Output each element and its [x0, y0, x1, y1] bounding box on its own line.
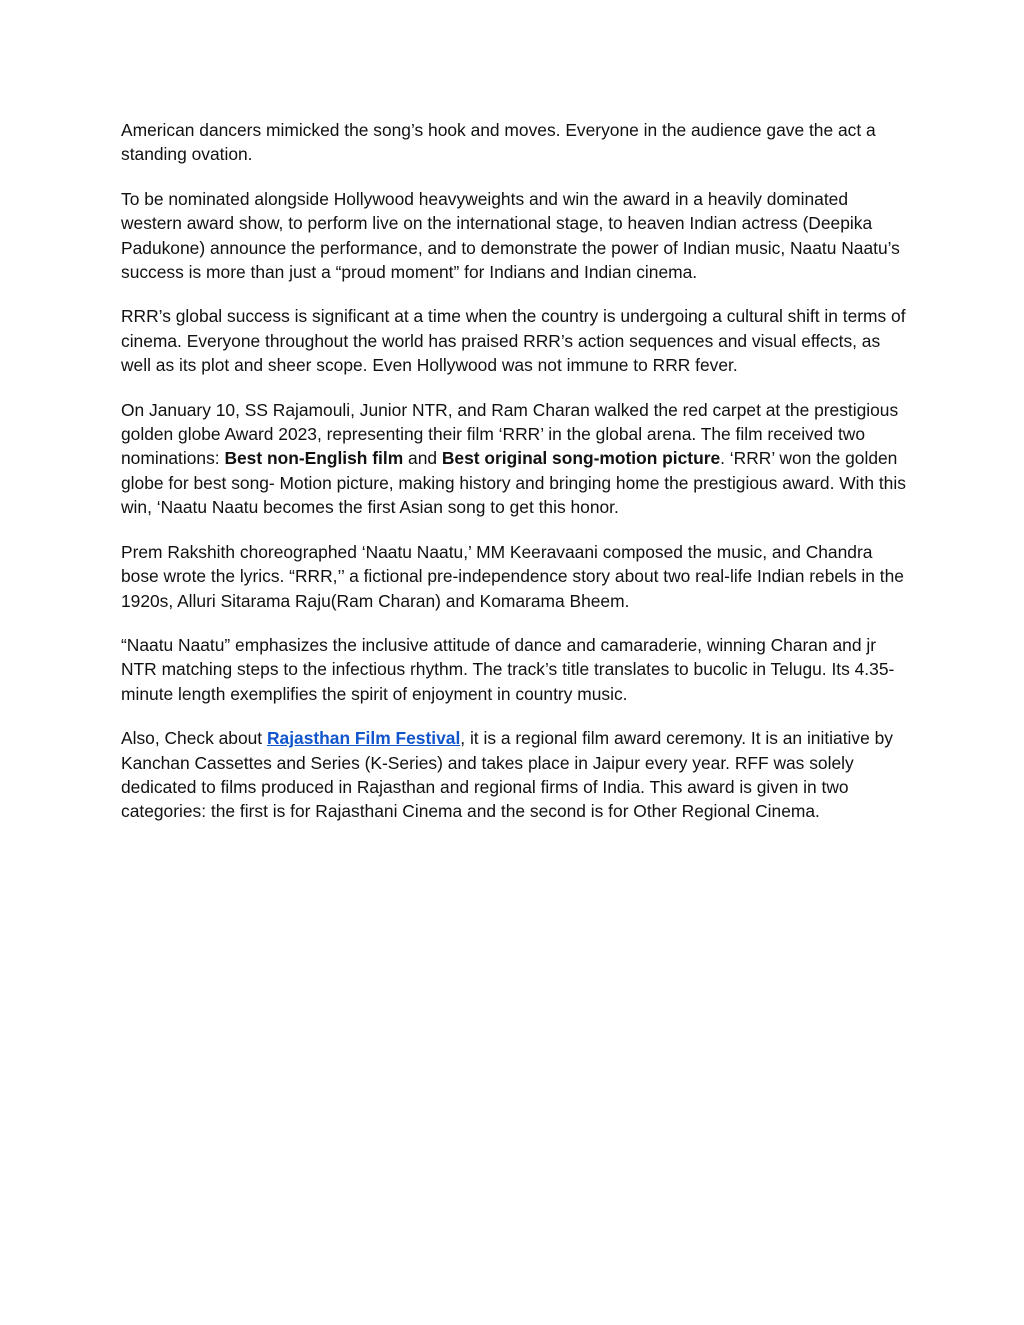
golden-globe-text-b: and: [403, 448, 442, 469]
paragraph-nomination-success: To be nominated alongside Hollywood heavyweights and win the award in a heavily dominated western award show, to perform live on the international stage, to heaven Indian actress (Deepika Padukone) announce the performance, and to demonstrate the power of Indian music, Naatu Naatu’s success is more than just a “proud moment” for Indians and Indian cinema.: [121, 188, 900, 283]
festival-text-a: Also, Check about: [121, 728, 267, 749]
paragraph-naatu-naatu: “Naatu Naatu” emphasizes the inclusive attitude of dance and camaraderie, winning Charan and jr NTR matching steps to the infectious rhythm. The track’s title translates to bucolic in Telugu. Its 4.35-minute length exemplifies the spirit of enjoyment in country music.: [121, 634, 895, 704]
rajasthan-film-festival-link[interactable]: Rajasthan Film Festival: [266, 728, 461, 749]
paragraph-dance-ovation: American dancers mimicked the song’s hook and moves. Everyone in the audience gave the act a standing ovation.: [121, 120, 876, 165]
paragraph-credits: Prem Rakshith choreographed ‘Naatu Naatu,’ MM Keeravaani composed the music, and Chandra bose wrote the lyrics. “RRR,’’ a fictional pre-independence story about two real-life Indian rebels in the 1920s, Alluri Sitarama Raju(Ram Charan) and Komarama Bheem.: [121, 541, 904, 611]
golden-globe-text-c: . ‘RRR’ won the golden globe for best song- Motion picture, making history and bringing home the prestigious award. With this win, ‘Naatu Naatu becomes the first Asian song to get this honor.: [121, 448, 906, 518]
paragraph-rajasthan-festival: [121, 726, 911, 824]
paragraph-golden-globe: [121, 398, 911, 520]
document-body: [121, 118, 911, 844]
nomination-best-original-song: Best original song-motion picture: [441, 448, 721, 469]
festival-text-b: , it is a regional film award ceremony. It is an initiative by Kanchan Cassettes and Series (K-Series) and takes place in Jaipur every year. RFF was solely dedicated to films produced in Rajasthan and regional firms of India. This award is given in two categories: the first is for Rajasthani Cinema and the second is for Other Regional Cinema.: [121, 728, 893, 822]
nomination-best-non-english-film: Best non-English film: [224, 448, 404, 469]
golden-globe-text-a: On January 10, SS Rajamouli, Junior NTR, and Ram Charan walked the red carpet at the prestigious golden globe Award 2023, representing their film ‘RRR’ in the global arena. The film received two nominations:: [121, 399, 899, 469]
paragraph-global-success: RRR’s global success is significant at a time when the country is undergoing a cultural shift in terms of cinema. Everyone throughout the world has praised RRR’s action sequences and visual effects, as well as its plot and sheer scope. Even Hollywood was not immune to RRR fever.: [121, 306, 906, 376]
